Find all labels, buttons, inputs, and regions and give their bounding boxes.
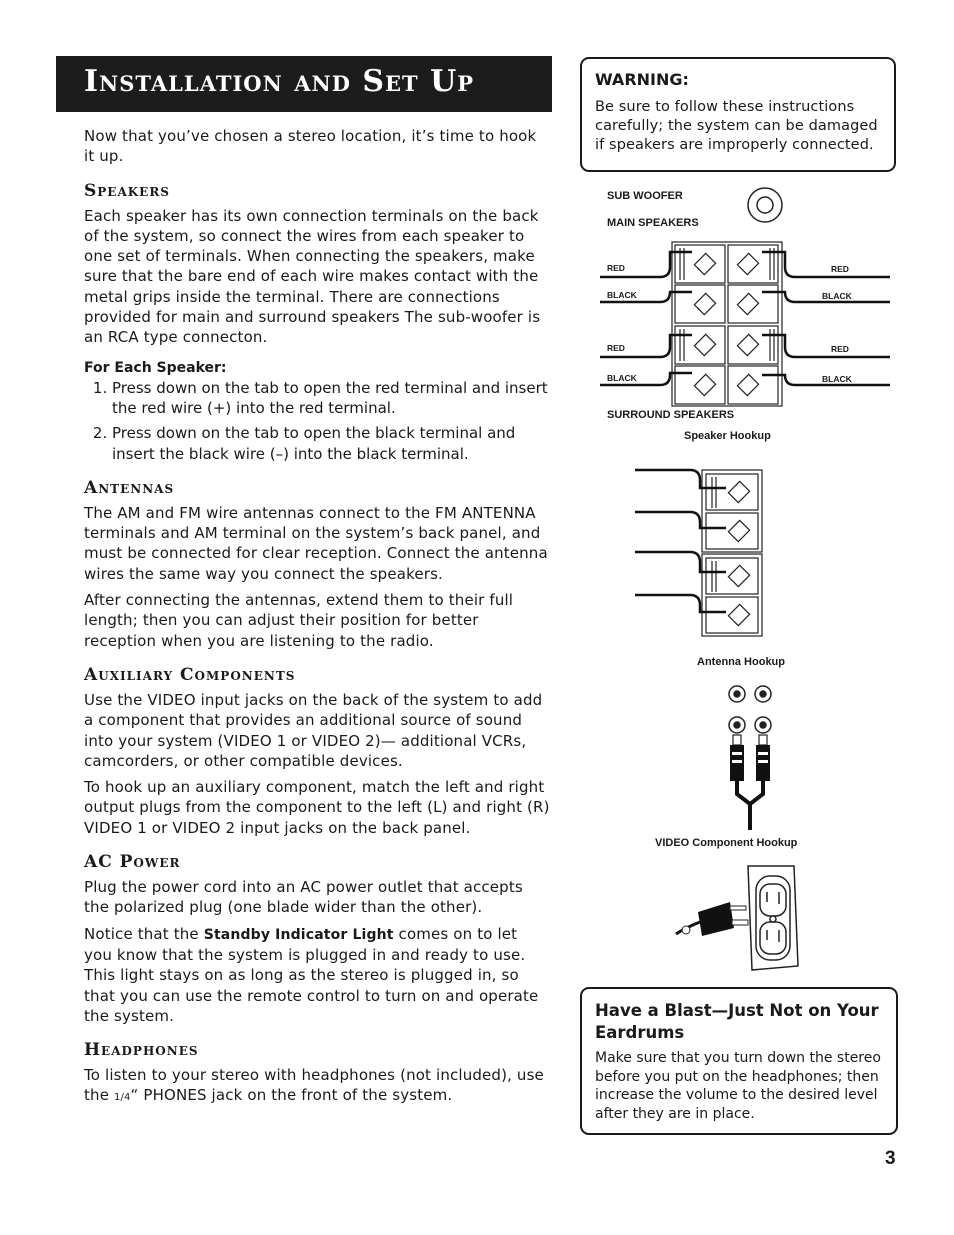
ac-power-body-1: Plug the power cord into an AC power outlet that accepts the polarized plug (one blade wider than the other). [84, 878, 523, 917]
tip-title: Have a Blast—Just Not on Your Eardrums [595, 1001, 879, 1042]
rca-jacks-icon [729, 686, 771, 733]
sub-woofer-jack-icon [748, 188, 782, 222]
speaker-terminal-block-icon [672, 242, 782, 406]
ac-power-heading: AC Power [84, 852, 181, 873]
red-label-main-left: RED [607, 263, 625, 273]
black-label-main-right: BLACK [822, 291, 852, 301]
speakers-heading: Speakers [84, 180, 170, 201]
ac-power-plug-illustration [674, 862, 804, 972]
red-label-surround-right: RED [831, 344, 849, 354]
quarter-inch-fraction: 1/4 [114, 1092, 131, 1104]
wall-outlet-icon [748, 866, 798, 970]
black-label-main-left: BLACK [607, 290, 637, 300]
headphones-body-pre: To listen to your stereo with headphones (not included), use the [84, 1066, 544, 1105]
rca-plugs-icon [730, 735, 770, 830]
headphones-tip-callout [580, 987, 898, 1135]
auxiliary-body-1: Use the VIDEO input jacks on the back of the system to add a component that provides an additional source of sound into your system (VIDEO 1 or VIDEO 2)— additional VCRs, camcorders, or other compatible devices. [84, 690, 543, 770]
speakers-subheading: For Each Speaker: [84, 359, 227, 376]
speaker-hookup-caption: Speaker Hookup [684, 430, 771, 442]
main-text-column [84, 126, 550, 1115]
antennas-body-1: The AM and FM wire antennas connect to the FM ANTENNA terminals and AM terminal on the system’s back panel, and must be connected for clear reception. Connect the antenna wires the same way you connect the speakers. [84, 503, 548, 583]
page-title: Installation and Set Up [84, 64, 475, 99]
headphones-body [84, 1065, 550, 1109]
ac-power-body-2 [84, 924, 550, 1026]
power-plug-icon [676, 902, 748, 936]
standby-indicator-light-term: Standby Indicator Light [203, 926, 394, 943]
warning-callout [580, 57, 896, 172]
antennas-heading: Antennas [84, 477, 175, 498]
antennas-body-2: After connecting the antennas, extend them to their full length; then you can adjust their position for better reception when you are listening to the radio. [84, 591, 514, 650]
speaker-step-1: 1. Press down on the tab to open the red terminal and insert the red wire (+) into the red terminal. [112, 378, 550, 419]
intro-text: Now that you’ve chosen a stereo location, it’s time to hook it up. [84, 127, 537, 166]
antenna-hookup-caption: Antenna Hookup [697, 656, 785, 668]
ac-power-body-2-pre: Notice that the [84, 924, 204, 943]
speakers-body: Each speaker has its own connection terminals on the back of the system, so connect the wires from each speaker to one set of terminals. When connecting the speakers, make sure that the bare end of each wire makes contact with the metal grips inside the terminal. There are connections provided for main and surround speakers The sub-woofer is an RCA type connecton. [84, 206, 541, 347]
red-label-main-right: RED [831, 264, 849, 274]
headphones-body-post: “ PHONES jack on the front of the system. [130, 1086, 453, 1105]
black-label-surround-left: BLACK [607, 373, 637, 383]
video-hookup-illustration [715, 682, 785, 832]
black-label-surround-right: BLACK [822, 374, 852, 384]
page-number: 3 [885, 1148, 896, 1169]
sub-woofer-label: SUB WOOFER [607, 190, 683, 202]
tip-text: Make sure that you turn down the stereo before you put on the headphones; then increase the volume to the desired level after they are in place. [595, 1050, 881, 1122]
title-bar [56, 56, 552, 112]
speaker-step-2: 2. Press down on the tab to open the black terminal and insert the black wire (–) into the black terminal. [112, 423, 550, 464]
main-speakers-label: MAIN SPEAKERS [607, 217, 699, 229]
ac-power-body-2-post: comes on to let you know that the system is plugged in and ready to use. This light stays on as long as the stereo is plugged in, so that you can use the remote control to turn on and operate the system. [84, 924, 539, 1025]
video-hookup-caption: VIDEO Component Hookup [655, 837, 798, 849]
speaker-hookup-illustration [600, 180, 890, 410]
auxiliary-body-2: To hook up an auxiliary component, match the left and right output plugs from the component to the left (L) and right (R) VIDEO 1 or VIDEO 2 input jacks on the back panel. [84, 778, 550, 837]
surround-speakers-label: SURROUND SPEAKERS [607, 409, 735, 421]
warning-title: WARNING: [595, 70, 689, 89]
antenna-hookup-illustration [630, 460, 770, 640]
auxiliary-heading: Auxiliary Components [84, 664, 296, 685]
headphones-heading: Headphones [84, 1040, 199, 1061]
red-label-surround-left: RED [607, 343, 625, 353]
warning-text: Be sure to follow these instructions carefully; the system can be damaged if speakers are improperly connected. [595, 99, 878, 153]
speaker-steps-list [84, 378, 550, 464]
